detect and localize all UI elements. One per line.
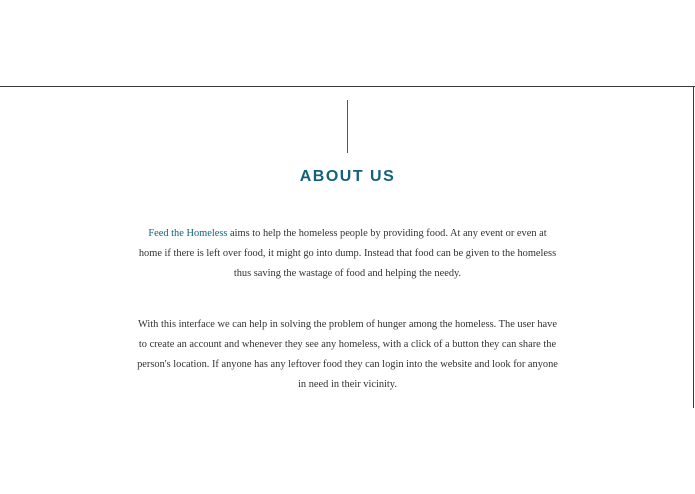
section-top-border	[0, 86, 695, 87]
decorative-divider-line	[347, 100, 348, 153]
about-paragraph-details: With this interface we can help in solving the problem of hunger among the homeless. The user have to create an account and whenever they see any homeless, with a click of a button they can share the person's location. If anyone has any leftover food they can login into the website and look for anyone in need in their vicinity.	[137, 319, 558, 390]
about-us-heading: ABOUT US	[299, 168, 396, 185]
about-paragraph-intro-text: aims to help the homeless people by providing food. At any event or even at home if there is left over food, it might go into dump. Instead that food can be given to the homeless thus saving the wastage of food and helping the needy.	[138, 228, 557, 279]
section-right-border	[693, 86, 694, 408]
feed-the-homeless-link[interactable]: Feed the Homeless	[148, 228, 228, 239]
about-paragraph-intro	[137, 224, 558, 284]
